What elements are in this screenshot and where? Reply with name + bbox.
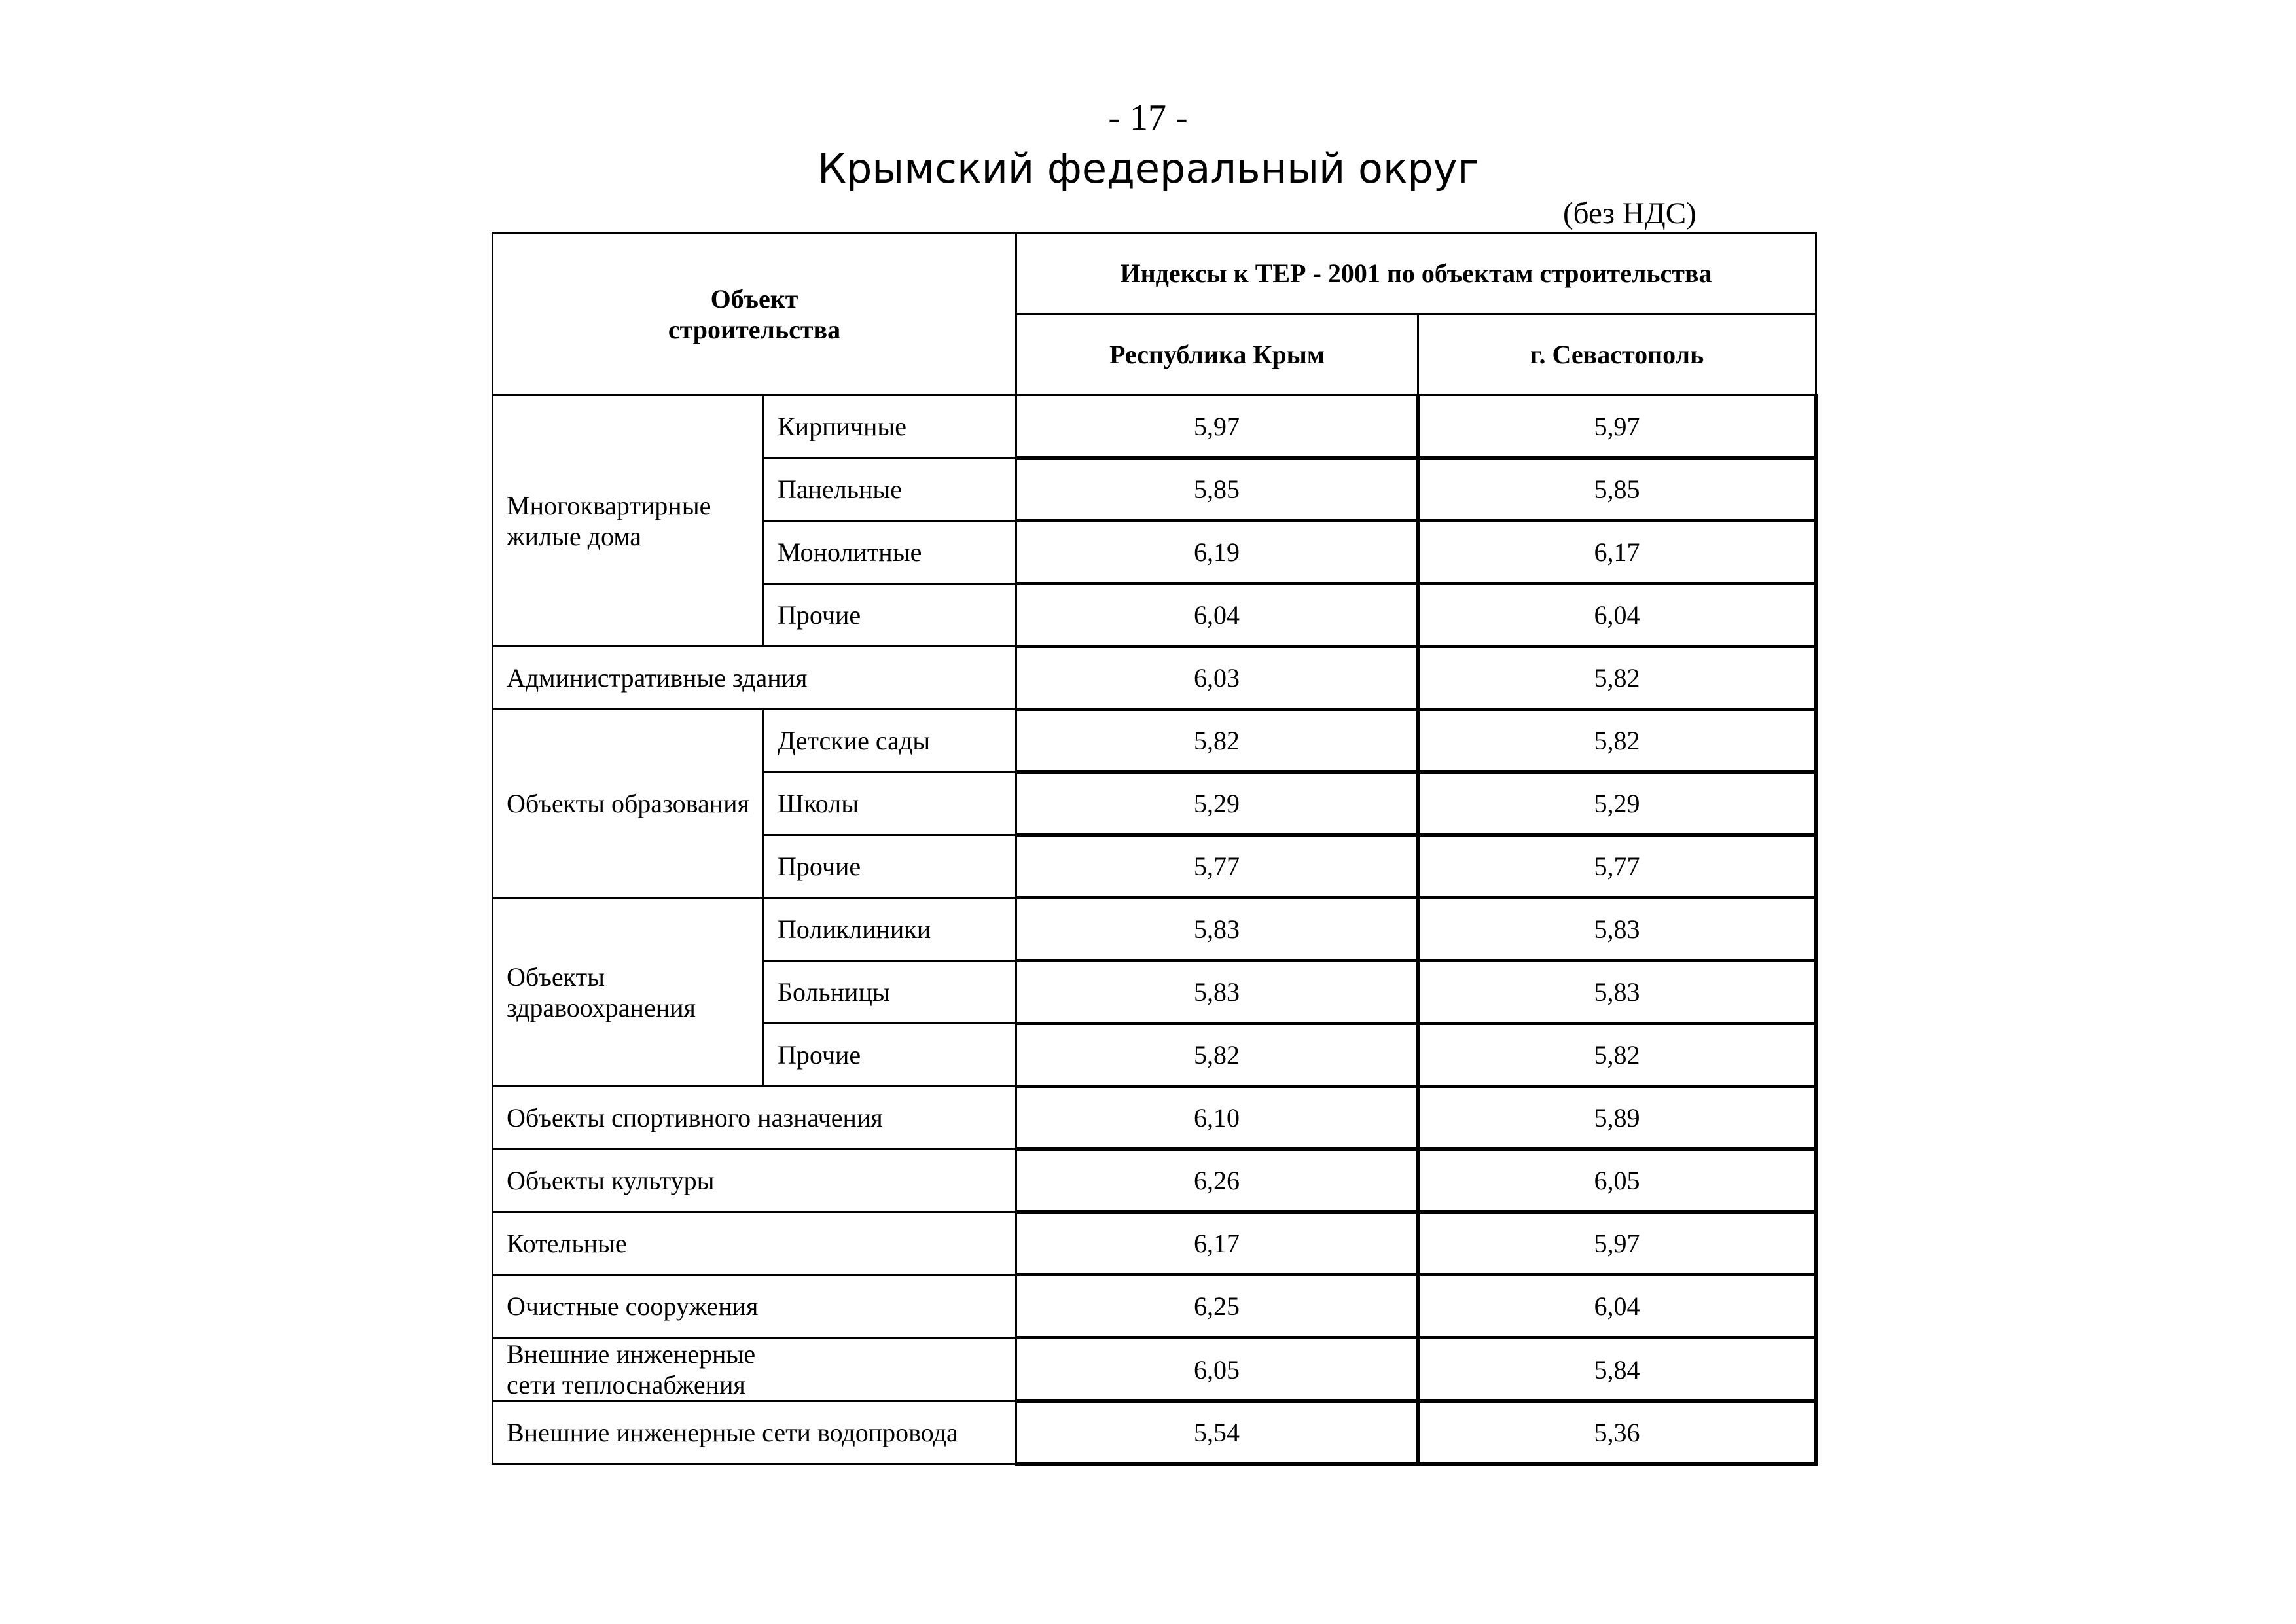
group-label-healthcare: Объекты здравоохранения <box>493 898 764 1087</box>
row-label-text: Внешние инженерные сети теплоснабжения <box>507 1339 756 1399</box>
page-number: - 17 - <box>1108 98 1188 138</box>
table-row <box>493 710 1816 772</box>
crimea-value: 6,26 <box>1016 1149 1418 1212</box>
group-label-apartments: Многоквартирные жилые дома <box>493 395 764 647</box>
sevastopol-value: 5,97 <box>1418 395 1816 458</box>
table-header-row <box>493 233 1816 314</box>
row-label: Школы <box>764 772 1016 835</box>
crimea-value: 6,04 <box>1016 584 1418 647</box>
sevastopol-value: 5,83 <box>1418 961 1816 1024</box>
table-row <box>493 1401 1816 1464</box>
crimea-value: 5,82 <box>1016 710 1418 772</box>
row-label: Внешние инженерные сети водопровода <box>493 1401 1016 1464</box>
row-label: Монолитные <box>764 521 1016 584</box>
sevastopol-value: 5,84 <box>1418 1338 1816 1401</box>
crimea-value: 6,19 <box>1016 521 1418 584</box>
sevastopol-value: 5,89 <box>1418 1087 1816 1149</box>
row-label: Поликлиники <box>764 898 1016 961</box>
table-row <box>493 898 1816 961</box>
row-label: Панельные <box>764 458 1016 521</box>
table-row <box>493 1087 1816 1149</box>
sevastopol-value: 5,83 <box>1418 898 1816 961</box>
crimea-value: 6,10 <box>1016 1087 1418 1149</box>
crimea-value: 5,82 <box>1016 1024 1418 1087</box>
row-label: Больницы <box>764 961 1016 1024</box>
crimea-value: 6,25 <box>1016 1275 1418 1338</box>
row-label: Административные здания <box>493 647 1016 710</box>
row-label: Кирпичные <box>764 395 1016 458</box>
sevastopol-value: 6,04 <box>1418 1275 1816 1338</box>
row-label: Прочие <box>764 1024 1016 1087</box>
sevastopol-column-header: г. Севастополь <box>1418 314 1816 395</box>
group-label-education: Объекты образования <box>493 710 764 898</box>
vat-note: (без НДС) <box>1563 196 1696 230</box>
crimea-value: 5,83 <box>1016 898 1418 961</box>
table-row <box>493 395 1816 458</box>
sevastopol-value: 5,36 <box>1418 1401 1816 1464</box>
object-column-header-label: Объект строительства <box>668 283 841 344</box>
table-row <box>493 1212 1816 1275</box>
crimea-value: 6,03 <box>1016 647 1418 710</box>
table-row <box>493 1149 1816 1212</box>
sevastopol-value: 5,82 <box>1418 1024 1816 1087</box>
row-label: Прочие <box>764 835 1016 898</box>
page-title: Крымский федеральный округ <box>817 145 1479 192</box>
crimea-value: 5,85 <box>1016 458 1418 521</box>
crimea-value: 5,54 <box>1016 1401 1418 1464</box>
sevastopol-value: 5,82 <box>1418 647 1816 710</box>
row-label: Очистные сооружения <box>493 1275 1016 1338</box>
table-row <box>493 1338 1816 1401</box>
index-table <box>492 232 1818 1466</box>
crimea-value: 6,05 <box>1016 1338 1418 1401</box>
sevastopol-value: 5,77 <box>1418 835 1816 898</box>
table-row <box>493 1275 1816 1338</box>
sevastopol-value: 6,17 <box>1418 521 1816 584</box>
crimea-column-header: Республика Крым <box>1016 314 1418 395</box>
table-row <box>493 647 1816 710</box>
row-label: Детские сады <box>764 710 1016 772</box>
crimea-value: 5,29 <box>1016 772 1418 835</box>
row-label: Объекты культуры <box>493 1149 1016 1212</box>
row-label: Объекты спортивного назначения <box>493 1087 1016 1149</box>
crimea-value: 5,97 <box>1016 395 1418 458</box>
row-label: Прочие <box>764 584 1016 647</box>
object-column-header <box>493 233 1016 395</box>
sevastopol-value: 5,97 <box>1418 1212 1816 1275</box>
sevastopol-value: 5,29 <box>1418 772 1816 835</box>
row-label: Котельные <box>493 1212 1016 1275</box>
sevastopol-value: 6,04 <box>1418 584 1816 647</box>
sevastopol-value: 6,05 <box>1418 1149 1816 1212</box>
crimea-value: 5,83 <box>1016 961 1418 1024</box>
indices-group-header: Индексы к ТЕР - 2001 по объектам строительства <box>1016 233 1816 314</box>
crimea-value: 5,77 <box>1016 835 1418 898</box>
crimea-value: 6,17 <box>1016 1212 1418 1275</box>
sevastopol-value: 5,85 <box>1418 458 1816 521</box>
row-label <box>493 1338 1016 1401</box>
sevastopol-value: 5,82 <box>1418 710 1816 772</box>
